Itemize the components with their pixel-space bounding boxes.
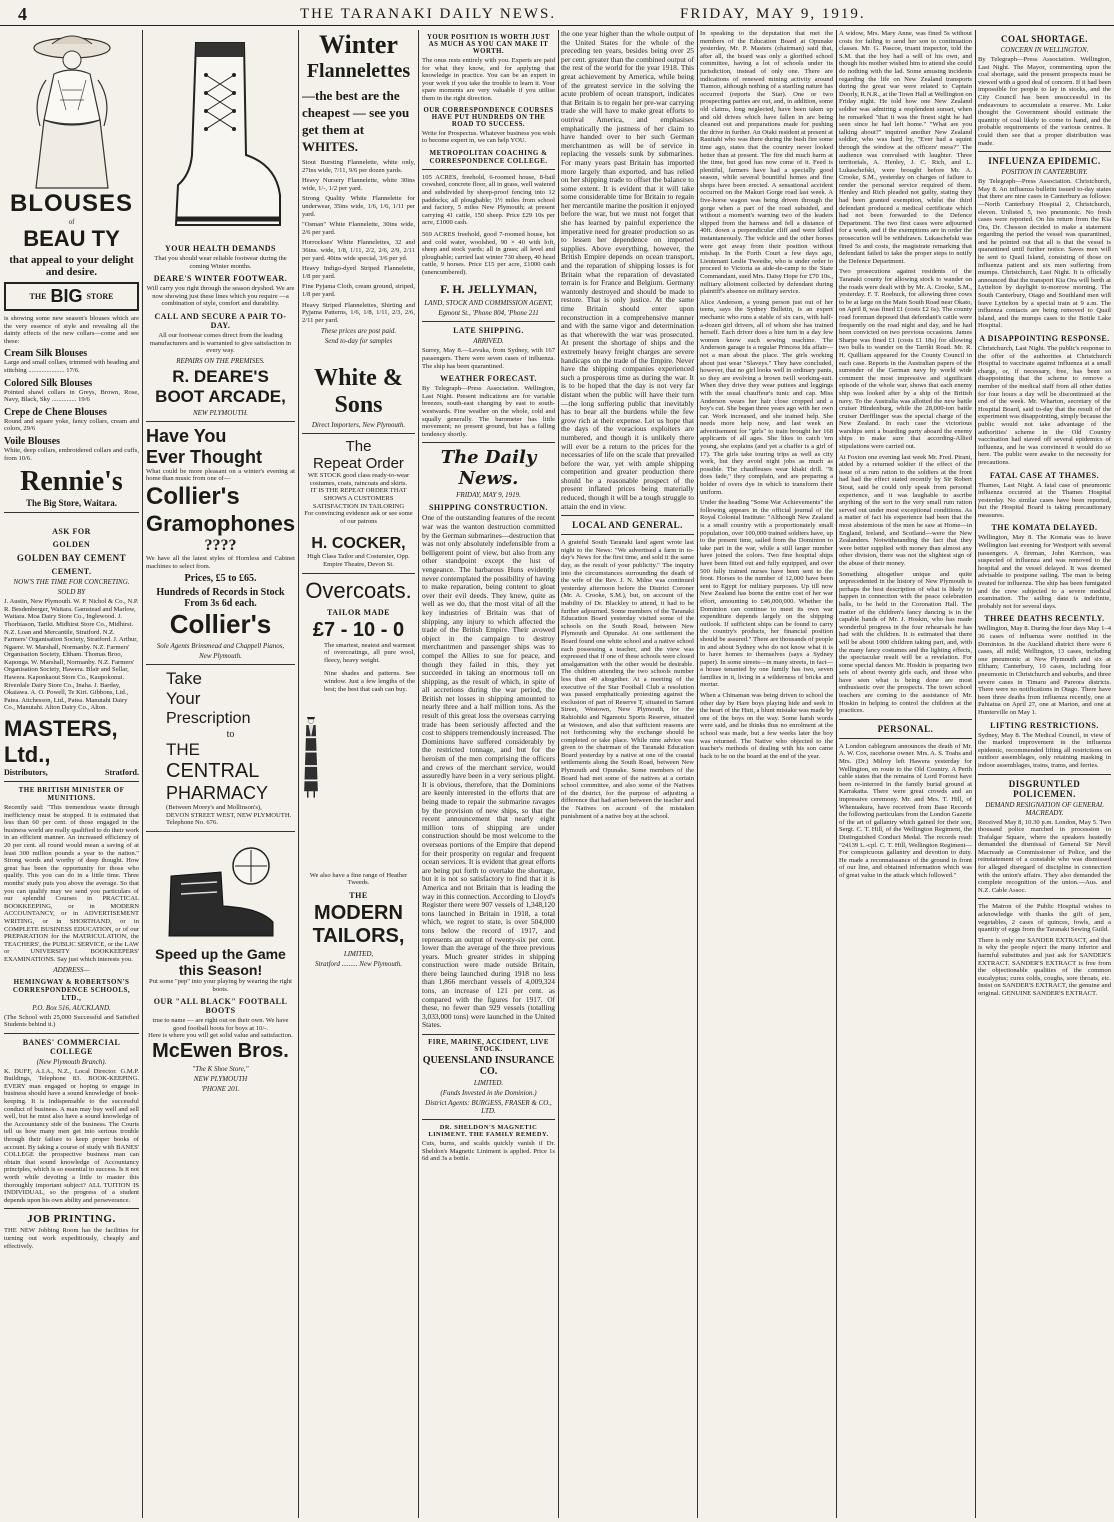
coal-heading: COAL SHORTAGE. <box>1000 34 1089 44</box>
whites-item: Horrockses' White Flannelettes, 32 and 36ins. wide, 1/8, 1/11, 2/2, 2/6, 2/9, 2/11 per yard. 40ins wide special, 3/6 per yd. <box>302 239 415 262</box>
weather-heading: WEATHER FORECAST. <box>440 374 537 384</box>
paper-date: FRIDAY, MAY 9, 1919. <box>456 491 521 500</box>
pharmacy-street: DEVON STREET WEST, NEW PLYMOUTH. <box>166 811 292 819</box>
column-rule <box>975 30 976 1518</box>
blouse-item: Voile Blouses White, deep collars, embroidered collars and cuffs, from 10/6. <box>4 435 139 462</box>
jellyman-sub: LAND, STOCK AND COMMISSION AGENT, <box>424 299 553 308</box>
flu-sub: POSITION IN CANTERBURY. <box>1001 168 1088 177</box>
deare-call: CALL AND SECURE A PAIR TO-DAY. <box>154 311 287 330</box>
whites-best: —the best are the cheapest — see you get them at WHITES. <box>302 88 410 154</box>
modern-body3: We also have a fine range of Heather Tweeds. <box>309 871 408 887</box>
news-body: Two prosecutions against residents of the Taranaki county for allowing stock to wander on the roads were dealt with by Mr. A. Crooke, S.M., yesterday. F. T. Roebuck, for allowing three cows to be at large on the Main South Road near Okato, on April 8, was fined £1 (costs £2 6s). The county road foreman deposed that defendant's cattle were frequently on the road night and day, and he had been convicted on two previous occasions. James Sharpe was fined £1 (costs £1 18s) for allowing two bulls to wander on the Tarriki Road. Mr. R. H. Quilliam appeared for the County Council in each case. Reports in the Australian papers of the surrender of the German navy by world wide comment the most impressive and significant episode of the whole war, shows that each enemy ship was looked after by a ship of the British navy. To the Australia was allotted the new battle cruiser Hindenburg, while the 28,000-ton battle cruiser Derfflinger was the special charge of the New Zealand. In each case the victorious warships sent a boarding party aboard the enemy ships to make sure that according-Allied stipulations were carried out. <box>839 268 972 451</box>
man-in-overcoat-icon <box>302 642 320 872</box>
paper-nameplate: The Daily News. <box>440 447 537 490</box>
collier-agents: Sole Agents Brinsmead and Chappell Pianos, <box>156 642 285 651</box>
whites-advertisement <box>302 30 415 429</box>
cement-ask: ASK FOR <box>52 527 91 537</box>
deare-body2: All our footwear comes direct from the leading manufacturers and is warranted to give satisfaction in every way. <box>149 331 292 355</box>
collier-advertisement <box>146 426 295 660</box>
whites-item: Heavy Striped Flannelettes, Shirting and Pyjama Patterns, 1/6, 1/8, 1/11, 2/3, 2/6, 2/11 per yard. <box>302 301 415 324</box>
modern-price: £7 - 10 - 0 <box>312 618 405 641</box>
lifting-body: Sydney, May 8. The Medical Council, in view of the marked improvement in the influenza epidemic, recommended lifting all restrictions on outdoor assemblages, only retaining masking in indoor assemblages, trains, trams, and ferries. <box>978 731 1111 769</box>
big-store-logo <box>4 282 139 311</box>
fatal-body: Thames, Last Night. A fatal case of pneumonic influenza occurred at the Thames Hospital yesterday. No similar cases have been reported, but the Hospital Board is taking precautionary measures. <box>978 481 1111 519</box>
collier-firm: Collier's <box>169 609 272 640</box>
cement-sellers: J. Austin, New Plymouth. W. P. Nichol & Co., N.P. R. Besdenberger, Waitara. Gamstead and Marlow, Waitara. Moa Dairy Store Co., Inglewood. J. Thorbiason, Tariki. Midhirst Store Co., Midhirst. N.Z. Loan and Mercantile, Stratford. N.Z. Farmers' Organisation Society, Stratford. J. Arthur, Ngaere. W. Marshall, Normanby. N.Z. Farmers' Organisation Society, Eltham. Thomas Broo, Kaponga. W. Marshall, Normanby. N.Z. Farmers' Organisation Society, Hawera. Blair and Sellar, Hawera. Kaponkaout Store Co., Kaupokonui. Riverdale Dairy Store Co., Inaha. J. Barday, Okaiawa. A. O. Powell, Te Kiri. Gibbons, Ltd., Patea. Aitchesson, Ltd., Patea. Manutahi Dairy Co., Manutahi. Alton Dairy Co., Alton. <box>4 598 139 712</box>
football-here: Here is where you will get solid value and satisfaction. <box>148 1032 293 1040</box>
jellyman-addr: Egmont St., 'Phone 804, 'Phone 211 <box>438 309 539 318</box>
deare-repairs: REPAIRS ON THE PREMISES. <box>176 356 265 365</box>
football-boot-illustration <box>146 836 295 946</box>
fatal-heading: FATAL CASE AT THAMES. <box>989 470 1100 480</box>
pharmacy-tel: Telephone No. 676. <box>166 819 218 827</box>
whites-flannel: Flannelettes <box>306 60 411 82</box>
football-body2: true to name — are right out on their own. We have good football boots for boys at 10/-. <box>152 1017 289 1032</box>
minister-firm: HEMINGWAY & ROBERTSON'S CORRESPONDENCE SCHOOLS, LTD., <box>12 977 131 1002</box>
printing-title: JOB PRINTING. <box>27 1213 116 1226</box>
masters-name: MASTERS, Ltd., <box>4 716 118 768</box>
cocker-body3: For convincing evidence ask or see some of our patrons <box>304 510 413 525</box>
page-number: 4 <box>18 4 27 24</box>
police-sub: DEMAND RESIGNATION OF GENERAL MACREADY. <box>985 800 1104 817</box>
beauty-title: BEAU TY <box>23 226 120 251</box>
cement-golden: GOLDEN <box>52 540 91 550</box>
logo-store: STORE <box>86 292 114 301</box>
deaths-heading: THREE DEATHS RECENTLY. <box>984 614 1105 624</box>
football-town: NEW PLYMOUTH <box>193 1074 248 1083</box>
lady-illustration <box>4 30 139 190</box>
coaching-body: The onus rests entirely with you. Experts are paid for what they know, and for applying that knowledge in practice. You can be an expert in your work if you take the trouble to learn it. Your spare moments are very valuable if you utilise them in the right direction. <box>422 57 555 102</box>
collier-body: What could be more pleasant on a winter's evening at home than music from one of— <box>146 467 295 483</box>
cement-title: CEMENT. <box>51 567 92 577</box>
rennie-name: Rennie's <box>20 466 123 498</box>
whites-post: These prices are post paid. <box>320 327 397 336</box>
printing-body: THE NEW Jobbing Room has the facilities for turning out work expeditiously, cheaply and effectively. <box>4 1227 139 1250</box>
personal-heading: PERSONAL. <box>877 723 934 734</box>
column-rule <box>418 30 419 1518</box>
cocker-firm: H. COCKER, <box>311 535 406 553</box>
land-listing: 569 ACRES freehold, good 7-roomed house, hot and cold water, woolshed, 90 × 40 with loft, sheep and stock yards; all in grass; all level and ploughable; carried last winter 730 sheep, 40 head cattle, 9 horses. Price £15 per acre, £1000 cash (unencumbered). <box>422 230 555 276</box>
whites-item: Heavy Nursery Flannelette, white 30ins wide, 1/-, 1/2 per yard. <box>302 177 415 192</box>
pharmacy-between: (Between Morey's and Mollinson's), <box>166 804 262 812</box>
cocker-sub: High Class Tailor and Costumier, Opp. Empire Theatre, Devon St. <box>307 553 410 569</box>
column-rule <box>836 30 837 1518</box>
cocker-body: WE STOCK good class ready-to-wear costumes, coats, raincoats and skirts. <box>307 472 410 487</box>
column-rule <box>142 30 143 1518</box>
modern-name: MODERN <box>314 901 403 924</box>
deaths-body: Wellington, May 8. During the four days May 1–4 36 cases of influenza were notified in the Dominion. In the Auckland district there were 6 cases, all mild; Wellington, 13 cases, including one pneumonic at New Plymouth and six at Eltham; Canterbury, 10 cases, including four pneumonic in Christchurch and suburbs, and three severe cases in Timaru and Pareora districts. There were no notifications in Otago. There have been three deaths from influenza recently, one at Pahiatua on April 27, one at Marton, and one at Hunterville on May 1. <box>978 625 1111 716</box>
whites-samples: Send to-day for samples <box>324 337 393 346</box>
news-body: Something altogether unique and quite unprecedented in the history of New Plymouth is perhaps the best description of what is likely to happen in connection with the peace celebration balls, to be held in the Coronation Hall. The matter of the children's fancy dancing is in the capable hands of Mr. J. Hoskin, who has made wonderful progress in the four rehearsals he has had with the children. It is estimated that there will be about 1000 children taking part, and, with the many fancy costumes and the lighting effects, the spectacular result will be a revelation. For some special dances Mr. Hoskin is preparing two sets of about twenty girls each, and those who have seen what is being done are most enthusiastic over the prospects. The town school teachers are coming to the assistance of Mr. Hoskin in helping to control the children at the practices. <box>839 570 972 715</box>
news-body: Alice Anderson, a young person just out of her teens, says the Sydney Bulletin, is an expert mechanic who runs a stable of six cars, with half-a-dozen girl drivers, all of whom she has trained herself. Each driver does a hire turn in a day few women know such sewing machine. The Anderson garage is a regular Princess Ida affair—not a man about the place. The girls working about just wear "Slaveys." They have concluded, however, that no girl looks well in ordinary pants, so they are evolving a brown twill working-suit. When they drive they wear puttees and leggings with the usual chauffeur's tunic and cap. Miss Anderson wears her hair close cropped and a boy's cut. She began three years ago with her own car. Work increased, and she trained help. She needs more help now, and last week an advertisement for "girls" to train brought her 168 applicants of all ages. She likes to catch 'em young, she explains (and yet a chaffer is a girl of 17). The girls take touring trips as well as city work, but they avoid night jobs as much as possible. The chauffeuses wear khaki drill. "It does fade," they complain, and are preparing a bolder of overs dye in which to transform their uniform. <box>700 298 833 496</box>
pharmacy-to: to <box>226 729 235 741</box>
coal-sub: CONCERN IN WELLINGTON. <box>1000 46 1089 54</box>
minister-address: ADDRESS— <box>53 965 90 974</box>
modern-body: The smartest, neatest and warmest of overcoatings, all pure wool, fleecy, heavy weight. <box>324 641 415 664</box>
whites-item: "Osman" White Flannelette, 30ins wide, 2/6 per yard. <box>302 221 415 236</box>
modern-tailor: TAILOR MADE <box>327 607 390 617</box>
cement-advertisement <box>4 527 139 777</box>
blouses-tagline: that appeal to your delight and desire. <box>9 254 134 278</box>
pharmacy-pharm: PHARMACY <box>166 783 269 804</box>
insurance-ltd: LIMITED. <box>473 1079 504 1088</box>
column-rule <box>298 30 299 1518</box>
collier-name: Collier's <box>146 482 240 510</box>
modern-tailors-advertisement <box>302 578 415 968</box>
column-7 <box>839 30 972 1518</box>
editorial-body: One of the outstanding features of the recent war was the wanton destruction committed by the German submarines—destruction that was not only absolutely indefensible from a belligerent point of view, but also from any other standpoint except the lust of vengeance. The barbarous Huns evidently never contemplated the possibility of having to make reparation, being content to gloat over their evil deeds. They knew, quite as well as we do, that the most vital of all the key industries of Britain was that of shipping, any injury to which affected the trade of the British Empire. Their avowed object in the campaign to destroy merchantmen and passenger ships was to compel the Allies to sue for peace, and though they failed in this, they yet succeeded in taking an enormous toll on shipping, as the result of which, in spite of all accretions during the war period, the British net losses in shipping amounted to nearly three and a half million tons. As the result of this great loss the overseas carrying trade has been seriously affected and the cost to shippers tremendously increased. The Dominions have suffered considerably by the restricted tonnage, and but for the heroism of the men comprising the officers and crews of the merchant service, would assuredly have been in a very serious plight. It is obvious, therefore, that the Dominions are keenly interested in the efforts that are being made to repair the submarine ravages by the provision of new ships, so that the recent announcement that nearly eight million tons of shipping are under construction should be most welcome to the overseas portions of the Empire that depend for their prosperity on regular and frequent ocean services. It is evident that great efforts are being put forth to overtake the shortage, but it is not so satisfactory to find that it is America and not Britain that is leading the way in this connection. According to Lloyd's Register there were 907 vessels of 1,348,120 tons launched in Britain in 1918, a total which, we regret to state, is over 504,000 tons below the record of 1917, and represents an output of twenty-six per cent. lower than the average of the three previous years. Much greater strides in shipping construction were made outside Britain, there being launched during 1918 no less than 1,866 merchant vessels of 4,009,324 tons, an increase of 121 per cent. as compared with the figures for 1917. Of these, no fewer than 929 vessels (totalling 3,033,000 tons) were launched in the United States. <box>422 513 555 1030</box>
collier-have: Have You <box>146 425 227 446</box>
whites-item: Fine Pyjama Cloth, cream ground, striped, 1/8 per yard. <box>302 283 415 298</box>
weather-body: By Telegraph—Press Association. Wellington, Last Night. Present indications are for variable breezes, south-east changing by east to south-westwards. Fine weather on the whole, cold and squally generally. The barometer has little movement; no present ground, but has a falling tendency shortly. <box>422 385 555 438</box>
column-rule <box>558 30 559 1518</box>
shipping-arrived: ARRIVED. <box>473 337 504 346</box>
collier-town: New Plymouth. <box>199 652 242 661</box>
pharmacy-central: CENTRAL <box>166 760 260 783</box>
logo-big: BIG <box>50 286 83 306</box>
coaching-courses: OUR CORRESPONDENCE COURSES HAVE PUT HUNDREDS ON THE ROAD TO SUCCESS. <box>423 106 554 128</box>
news-body: At Foxton one evening last week Mr. Fred. Pirani, aided by a returned soldier if the effect of the issue of a rum ration to the soldiers at the front had had the effect stated recently by Sir Robert Stout, said he could only speak from personal experience, and it was laughable to ascribe anything of the sort to the very small rum ration served out under most exceptional conditions. As a matter of fact his experience had been that the most abstemious of the men he saw at Home—in England, Ireland, and Scotland—were the New Zealanders. Notwithstanding the fact that they were better supplied with money than almost any other division, there was not the slightest sign of the abuse of their money. <box>839 453 972 567</box>
blouse-item: Cream Silk Blouses Large and small collars, trimmed with beading and stitching ...................... 17/6. <box>4 348 139 374</box>
minister-po: P.O. Box 516, AUCKLAND. <box>32 1003 111 1012</box>
blouse-item: Crepe de Chene Blouses Round and square yoke, fancy collars, cream and colors, 29/6 <box>4 406 139 433</box>
coaching-college: METROPOLITAN COACHING & CORRESPONDENCE COLLEGE. <box>429 148 548 165</box>
insurance-note: (Funds Invested in the Dominion.) <box>440 1089 537 1098</box>
collier-records: Hundreds of Records in Stock From 3s 6d each. <box>156 587 285 610</box>
issue-date: FRIDAY, MAY 9, 1919. <box>680 6 866 22</box>
whites-firm: White & Sons <box>314 365 403 419</box>
football-our: OUR "ALL BLACK" FOOTBALL BOOTS <box>153 997 288 1016</box>
local-general-heading: LOCAL AND GENERAL. <box>572 520 683 531</box>
blouse-item: Colored Silk Blouses Pointed shawl collars in Greys, Brown, Rose, Navy, Black, Sky ............... 19/6 <box>4 377 139 404</box>
matron-notice: The Matron of the Public Hospital wishes to acknowledge with thanks the gift of jam, vegetables, 2 cases of quinces, fowls, and a quantity of eggs from the Taranaki Sewing Guild. <box>978 903 1111 934</box>
shipping-heading: LATE SHIPPING. <box>453 326 524 336</box>
football-title: Speed up the Game this Season! <box>155 945 286 978</box>
blouses-title: BLOUSES <box>9 190 133 217</box>
cement-brand: GOLDEN BAY CEMENT <box>16 553 127 564</box>
deare-town: NEW PLYMOUTH. <box>192 408 249 417</box>
modern-over: Overcoats. <box>305 577 412 603</box>
boot-icon <box>156 35 286 235</box>
column-1 <box>4 30 139 1518</box>
blouses-advertisement <box>4 30 139 508</box>
masters-town: Stratford. <box>105 768 139 778</box>
football-shoe: "The K Shoe Store," <box>192 1064 249 1073</box>
insurance-name: QUEENSLAND INSURANCE CO. <box>422 1055 555 1078</box>
news-body: Under the heading "Some War Achievements" the following appears in the official journal of the Royal Colonial Institute: "Although New Zealand is a small country with a proportionately small population, over 100,000 trained soldiers have, up to the present time, sailed from the Dominion to take part in the war, while a still larger number have joined the colors. Two fine hospital ships have been fitted out and fully equipped, and over 500 fully trained nurses have been sent to the front. Horses to the number of 12,000 have been sent to Egypt for military purposes. Up till now New Zealand has borne the entire cost of her war effort, amounting to £46,000,000. Whether the Dominion can continue to meet its own war expenditure depends largely on the shipping outlook. If sufficient ships can be found to carry the country's products, her financial position should be assured." There are thousands of people in and about Sydney who do not know what it is to have homes to themselves (says a Sydney paper). In some streets—in many streets, in fact—a house tenanted by one family has two, seven families in it, living in a wilderness of bricks and mortar. <box>700 499 833 689</box>
lifting-heading: LIFTING RESTRICTIONS. <box>990 720 1099 730</box>
whites-item: Heavy Indigo-dyed Striped Flannelette, 1/8 per yard. <box>302 265 415 280</box>
modern-tailors: TAILORS, <box>312 924 405 947</box>
coal-body: By Telegraph—Press Association. Wellington, Last Night. The Mayor, commenting upon the coal shortage, said the present prospects must be viewed with a good deal of concern. If it had been impossible for people to lay in stocks, and the City Council has been unsuccessful in its endeavours to accumulate a reserve. Mr. Luke thought the Government should estimate the quantity of coal likely to come to hand, and the probable requirements of the various centres. It could then see that a proper distribution was made. <box>978 56 1111 147</box>
whites-item: Strong Quality White Flannelette for underwear, 35ins wide, 1/6, 1/6, 1/11 per yard. <box>302 195 415 218</box>
football-body: Put some "pep" into your playing by wearing the right boots. <box>149 977 292 993</box>
column-8 <box>978 30 1111 1518</box>
football-advertisement <box>146 836 295 1093</box>
column-6 <box>700 30 833 1518</box>
sheldon-body: Cuts, burns, and scalds quickly vanish if Dr. Sheldon's Magnetic Liniment is applied. Price 1s 6d and 3s a bottle. <box>422 1140 555 1163</box>
modern-ltd: LIMITED, <box>343 949 374 958</box>
page-header <box>0 0 1114 26</box>
minister-title: THE BRITISH MINISTER OF MUNITIONS. <box>18 786 125 803</box>
modern-town: Stratford ......... New Plymouth. <box>314 959 403 968</box>
minister-note: (The School with 25,000 Successful and Satisfied Students behind it.) <box>4 1013 139 1029</box>
collier-ever: Ever Thought <box>146 446 262 467</box>
modern-body2: Nine shades and patterns. See window. Just a few lengths of the best; the best that cash can buy. <box>324 670 415 693</box>
masthead: THE TARANAKI DAILY NEWS. <box>300 6 557 22</box>
minister-advertisement <box>4 786 139 1029</box>
komata-heading: THE KOMATA DELAYED. <box>991 523 1098 533</box>
column-2 <box>146 30 295 1518</box>
news-body: A widow, Mrs. Mary Anne, was fined 5s without costs for failing to send her son to continuation classes. Mr. G. Pascoe, truant inspector, told the S.M. that the boy had a will of his own, and though his mother wished him to attend she could do nothing with the lad. Some amusing incidents regarding the life on New Zealand transports during the great war were related to Captain Doorly, R.N.R., at the Town Hall at Wellington on Friday night. He told how one New Zealand soldier was admiring a resplendent sunset, when he remarked "that it was the finest sight he had seen since he had left home." "What are you talking about?" inquired another New Zealand soldier, who was hard by, "Ever had a squint through the window at the officers' mess?" The audience was convulsed with laughter. Three territorials, A. Henley, J. C. Rich, and L. Lukaschefski, were brought before Mr. A. Crooke, S.M., yesterday on charges of failure to render the personal service required of them. Henley and Rich pleaded not guilty, stating they had been granted exemption, whilst the third defendant produced a medical certificate which had not been forwarded to the Defence Department. The two first cases were adjourned for a week, and if the exemptions are in order the prosecution will be withdrawn. Lukaschefski was fined 5s and costs, the magistrate remarking that defendant failed to take the proper steps to notify the Defence Department. <box>839 30 972 265</box>
local-general-body: A grateful South Taranaki land agent wrote last night to the News: "We advertised a farm in to-day's News for the first time, and sold it the same day, as the result of your publicity." The inquiry into the circumstances surrounding the death of the wife of the Rev. J. N. Milne was continued yesterday afternoon before the District Coroner (Mr. A. Crooke, S.M.), but, on account of the inability of Dr. Blackley to attend, it had to be further adjourned. Some members of the Taranaki Education Board yesterday visited some of the schools on the South Road, between New Plymouth and Opunake. At one settlement the Board found one white school and a native school each possessing a teacher, and the view was expressed that if one of these schools were closed amalgamation with the other would be desirable. The children attending the two schools number less than 40 altogether. At a meeting of the executive of the Star Football Club a resolution was passed emphatically protesting against the exclusion of part of Reserve T, situated in Sarrant Street, Westown, New Plymouth, for the Rahiohiki and Ngamotu Sports Reserve, situated at Westown, and also that sufficient reasons are not forthcoming why the exchange should be completed or take place. While nine advice was given to the chairman of the Taranaki Education Board yesterday by a native at one of the coastal settlements along the South Road, between New Plymouth and Opunake. Some members of the Board had met some of the natives at a certain school committee, and also some of the Natives of the district, for the purpose of adjusting a difference that had arisen between the teacher and the Natives on account of the mistaken punishment of a native boy at the school. <box>561 539 694 820</box>
banes-title: BANES' COMMERCIAL COLLEGE <box>22 1037 121 1056</box>
disappointing-heading: A DISAPPOINTING RESPONSE. <box>979 334 1110 343</box>
deare-advertisement <box>146 30 295 417</box>
collier-q: ???? <box>204 536 237 554</box>
deare-heading: DEARE'S WINTER FOOTWEAR. <box>153 274 288 284</box>
editorial-heading: SHIPPING CONSTRUCTION. <box>428 503 548 513</box>
printing-advertisement <box>4 1213 139 1250</box>
modern-the: THE <box>349 890 368 900</box>
shipping-body: Surrey, May 8.—Levuka, from Sydney, with 167 passengers. There were seven cases of influenza. The ship has been quarantined. <box>422 347 555 370</box>
land-listing: 105 ACRES, freehold, 6-roomed house, 8-bail cowshed, concrete floor, all in grass, well watered and subdivided by sheep-proof fencing into 12 paddocks; all ploughable; 1½ miles from school and factory, 5 miles New Plymouth; at present carrying 41 cattle, 150 sheep. Price £29 10s per acre, £1000 cash. <box>422 173 555 227</box>
news-body: In speaking to the deputation that met the members of the Education Board at Opunake yesterday, Mr. P. Masters (chairman) said that, after all, the board was only a glorified school committee, having a lot of schools under its jurisdiction, instead of only one. There are indications of renewed mining activity around Tiamoo, although nothing of a startling nature has occurred (reports the Star). One or two prospecting parties are out, and, in addition, some old claims, long neglected, have been taken up and old drives which have fallen in are being cleaned out and preparations made for pushing the drive in further. An Otaki resident at present at Rauitahi who was there during the bush fire some time ago, states that the country never looked better than at present. The fire did much harm at the time, but good has now come of it. Feed is plentiful, farmers have had a specially good season, while several bountiful homes and fine shops have been erected. A sensational accident occurred on the Makuri Gorge road last week. A five-horse wagon was being driven through the gorge when a part of the road subsided, and without a moment's warning two of the leaders slipped from the harness and fell a distance of 40ft. down a perpendicular cliff and were killed instantaneously. The vehicle and the other horses were got away from their position without mishap. In the Forth Court a few days ago, Lieutenant Leslie Tweedie, who is under order to proceed to Victoria as aide-de-camp to the State Commandant, sued Mrs. Daisy Hope for £70 10s., military allotment collected by defendant during plaintiff's absence on military service. <box>700 30 833 296</box>
collier-gram: Gramophones <box>146 510 295 536</box>
banes-advertisement <box>4 1038 139 1205</box>
blouses-of: of <box>68 218 75 226</box>
cement-sold: SOLD BY <box>57 588 86 597</box>
column-3 <box>302 30 415 1518</box>
whites-winter: Winter <box>319 30 398 59</box>
deare-firm: R. DEARE'S BOOT ARCADE, <box>155 366 286 406</box>
pharmacy-presc: Prescription <box>166 710 251 728</box>
boot-illustration <box>146 30 295 240</box>
deare-health: YOUR HEALTH DEMANDS <box>165 244 276 253</box>
pharmacy-advertisement <box>146 669 295 827</box>
football-firm: McEwen Bros. <box>152 1039 289 1062</box>
personal-body: A London cablegram announces the death of Mr. A. W. Cox, racehorse owner. Mrs. A. S. Toahs and Mrs. (Dr.) Milroy left Hawera yesterday for Wellington, en route to the Old Country. A Perth cable states that the remains of Lord Forrest have been re-interred in the family burial ground at Karrakatta. There were great crowds and an impressive ceremony. Mr. and Mrs. T. Hill, of Whenuakura, have received from Base Records the following particulars from the London Gazette of the art of gallantry which gained for their son, Sergt. C. T. Hill, of the Wellington Regiment, the Distinguished Conduct Medal. The records read: "24139 L.-cpl. C. T. Hill, Wellington Regiment—For conspicuous gallantry and devotion to duty. He made a reconnaissance of the ground in front of our line, and obtained information which was of great value in the attack which followed." <box>839 742 972 879</box>
pharmacy-take: Take <box>166 669 202 689</box>
cocker-advertisement <box>302 438 415 568</box>
flu-heading: INFLUENZA EPIDEMIC. <box>988 156 1101 167</box>
disappointing-body: Christchurch, Last Night. The public's response to the offer of the authorities at Christchurch Hospital to vaccinate against influenza at a small charge, or, if necessary, free, has been so disappointing that the scheme to remove a member of the medical staff from all other duties for four hours a day will be discontinued at the end of the week. Mr. Wharton, secretary of the Hospital Board, said to-day that the result of the experiment was disappointing, simply because the public would not take advantage of the authorities' scheme in the Old Country vaccination had staved off several epidemics of influenza, and he was convinced it would do so here. The public were awake to the necessity for precautions. <box>978 345 1111 466</box>
deare-intro: That you should wear reliable footwear during the coming Winter months. <box>154 255 287 270</box>
masters-distributors: Distributors, <box>4 768 48 778</box>
football-boot-icon <box>161 836 281 946</box>
police-heading: DISGRUNTLED POLICEMEN. <box>1008 778 1081 799</box>
collier-body2: We have all the latest styles of Hornless and Cabinet machines to select from. <box>146 554 295 570</box>
banes-body: K. DUFF, A.I.A., N.Z., Local Director. G.M.P. Buildings, Telephone 83. BOOK-KEEPING. EVERY man engaged or hoping to engage in business should have a sound knowledge of book-keeping. It is indispensable to the successful conduct of business. A man may buy well and sell well, but he must also have a sound knowledge of the Accountancy side of the business. The Courts tell us how many men get into serious trouble through their failure to keep proper books of account. By taking a course of study with BANES' COLLEGE the prospective business man can obtain that sound knowledge of Accountancy principles, which is so essential to success. Is it not worth while devoting a little to master this thoroughly important subject? ALL TUITION IS INDIVIDUAL, so the progress of a student depends upon his own ability and perseverance. <box>4 1067 139 1204</box>
pharmacy-the: THE <box>166 740 200 760</box>
whites-item: Stout Bursting Flannelette, white only, 27ins wide, 7/11, 9/6 per dozen yards. <box>302 159 415 174</box>
jellyman-name: F. H. JELLYMAN, <box>440 282 537 297</box>
cocker-title: Repeat Order <box>313 455 404 473</box>
banes-sub: (New Plymouth Branch). <box>36 1057 107 1066</box>
deare-body: Will carry you right through the season dryshod. We are now showing just these lines which you require —a combination of style, comfort and durability. <box>146 285 295 308</box>
sheldon-heading: DR. SHELDON'S MAGNETIC LINIMENT. THE FAMILY REMEDY. <box>428 1124 549 1139</box>
pharmacy-your: Your <box>166 689 201 709</box>
lady-figure-icon <box>4 30 139 190</box>
insurance-agents: District Agents: BURGESS, FRASER & CO., LTD. <box>425 1099 552 1116</box>
coaching-headline: YOUR POSITION IS WORTH JUST AS MUCH AS YOU CAN MAKE IT WORTH. <box>426 34 551 55</box>
cement-now: NOW'S THE TIME FOR CONCRETING. <box>13 578 130 587</box>
column-5 <box>561 30 694 1518</box>
sander-advert: There is only one SANDER EXTRACT, and that is why the people reject the many inferior and harmful substitutes and just ask for SANDER'S EXTRACT. SANDER'S EXTRACT is free from the objectionable qualities of the common eucalyptus; cures colds, coughs, sore throats, etc. Insist on SANDER'S EXTRACT, the genuine and original. GENUINE SANDER'S EXTRACT. <box>978 936 1111 997</box>
minister-body: Recently said: "This tremendous waste through inefficiency must be stopped. It is estimated that less than 60 per cent. of those engaged in the business world are really qualified to do their work in an efficient manner. An increased efficiency of 20 per cent. all round would mean a saving of at least 300 million pounds a year to the nation." Strong words and worthy of deep thought. How great has been the opportunity for those who qualify. This you can do in a little time. Three months' study puts you above the average. So that you can qualify may we send you particulars of our splendid Courses in PRACTICAL BOOKKEEPING, or in MODERN ACCOUNTANCY, or in ADVERTISEMENT WRITING, or in SHORTHAND, or in COMPLETE BUSINESS EDUCATION, or of our PREPARATION for the MATRICULATION, the TEACHERS', the PUBLIC SERVICE, or the LAW or UNIVERSITY BOOKKEEPERS' EXAMINATIONS. Say just which interests you. <box>4 804 139 963</box>
column-rule <box>697 30 698 1518</box>
whites-sub: Direct Importers, New Plymouth. <box>311 421 406 430</box>
editorial-continued: the one year higher than the whole output of the United States for the whole of the preceding ten years, besides being over 25 per cent. greater than the combined output of the rest of the world for the year 1918. This great achievement by America, while being of the greatest service in the solving the acute problem of ocean transport, indicates that Britain is to regain her pre-war carrying trade she will have to make great efforts to outrival America, and emphasises emphatically the justness of her claim to have handed over to her such German merchantmen as will be of service in replacing the vessels sunk by submarines. For many years past Britain has imported more largely than exported, and has relied on her shipping trade to offset the balance to some extent. It is evident that it will take some considerable time for Britain to regain her mercantile marine the position it enjoyed before the war, but we must not forget that she has learned by painful experience the imperative need for greater production so as to lessen her dependence on imported supplies. Above everything, however, the British Empire depends on ocean transport, and the reparation of shipping losses is for Britain what the reparation of devastated terrain is for France and Belgium. Germany wantonly destroyed and should be made to restore. That is only justice. At the same time Britain should enter upon reconstruction in a comprehensive manner and with the same vigor and determination as that wherewith the war was prosecuted. At present the shortage of ships and the extremely heavy freight charges are severe handicaps on the trade of the Empire. Never have the shipping companies experienced such a prosperous time as during the war. It is to be hoped that the day is not very far distant when the public will have their turn—the long suffering public that inevitably has to bear all the burdens while the few grow rich at their expense. Let us hope that the days of the voracious exploiters are numbered, and though it is unlikely there will ever be a return to the prices for the necessaries of life on the scale that prevailed before the war, yet with ample shipping competition and greater production there should be a reasonable prospect of the present inflated prices being materially reduced, though it will be a tough struggle to attain the end in view. <box>561 30 694 511</box>
football-phone: 'PHONE 201. <box>201 1084 240 1093</box>
cocker-the: The <box>345 438 372 456</box>
police-body: Received May 8, 10.30 p.m. London, May 5. Two thousand police marched in procession to Trafalgar Square, where the speakers heatedly demanded the dismissal of General Sir Nevil Macready as Commissioner of Police, and the reinstatement of a constable who was dismissed for alleged disregard of discipline in connection with the union's affairs. They also demanded the complete recognition of the union.—Aus. and N.Z. Cable Assoc. <box>978 818 1111 894</box>
blouses-intro: is showing some new season's blouses which are the very essence of style and revealing all the dainty effects of the new collars—come and see these: <box>4 315 139 345</box>
komata-body: Wellington, May 8. The Komata was to leave Wellington last evening for Westport with several passengers. A fireman, John Kerrison, was suspected of influenza and was removed to the hospital and the vessel delayed. It was deemed advisable to postpone sailing. The man is being treated for influenza. The ship has been fumigated and the crew subjected to a severe medical examination. The sailing date is indefinite, probably not for several days. <box>978 534 1111 610</box>
flu-body: By Telegraph—Press Association. Christchurch, May 8. An influenza bulletin issued to-day states that there are nine cases in Canterbury as follows:—North Canterbury Hospital 2, Christchurch, eleven. Unlisted 5, two pneumonic. No fresh cases were reported. On his return from the Kia Ora, Dr. Chesson decided to make a statement regarding the period the vessel was quarantined, and he pointed out that all is that the vessel is quarantined until further notice. Saves men will be sent to Quail Island, consisting of those on influenza patient and six men suffering from mumps. Christchurch, Last Night. It is officially announced that the transport Kia Ora will berth at Lyttelton by daylight to-morrow morning. The South Canterbury, Otago and Southland men will leave Lyttelton by a special train at 9 a.m. The influenza contacts are being removed to Quail Island, and the mumps cases to the Bottle Lake Hospital. <box>978 178 1111 330</box>
news-body: When a Chinaman was being driven to school the other day by Hare boys playing hide and seek in the heart of the Hutt, a blunt mistake was made by one of the boys on the way. Some harsh words were said, and he thinks thus no enrolment at the school was made, but a few weeks later the boy was returned. The Native who objected to the teacher's methods of dealing with his son came back to be on the board at the end of the year. <box>700 692 833 760</box>
column-4 <box>422 30 555 1518</box>
cocker-body2: IT IS THE REPEAT ORDER THAT SHOWS A CUSTOMERS SATISFACTION IN TAILORING <box>310 487 407 510</box>
coaching-write: Write for Prospectus. Whatever business you wish to become expert in, we can help YOU. <box>422 129 555 145</box>
logo-the: THE <box>29 292 47 301</box>
rennie-sub: The Big Store, Waitara. <box>26 498 117 509</box>
insurance-fire: FIRE, MARINE, ACCIDENT, LIVE STOCK. <box>428 1039 549 1054</box>
collier-prices: Prices, £5 to £65. <box>184 573 257 585</box>
